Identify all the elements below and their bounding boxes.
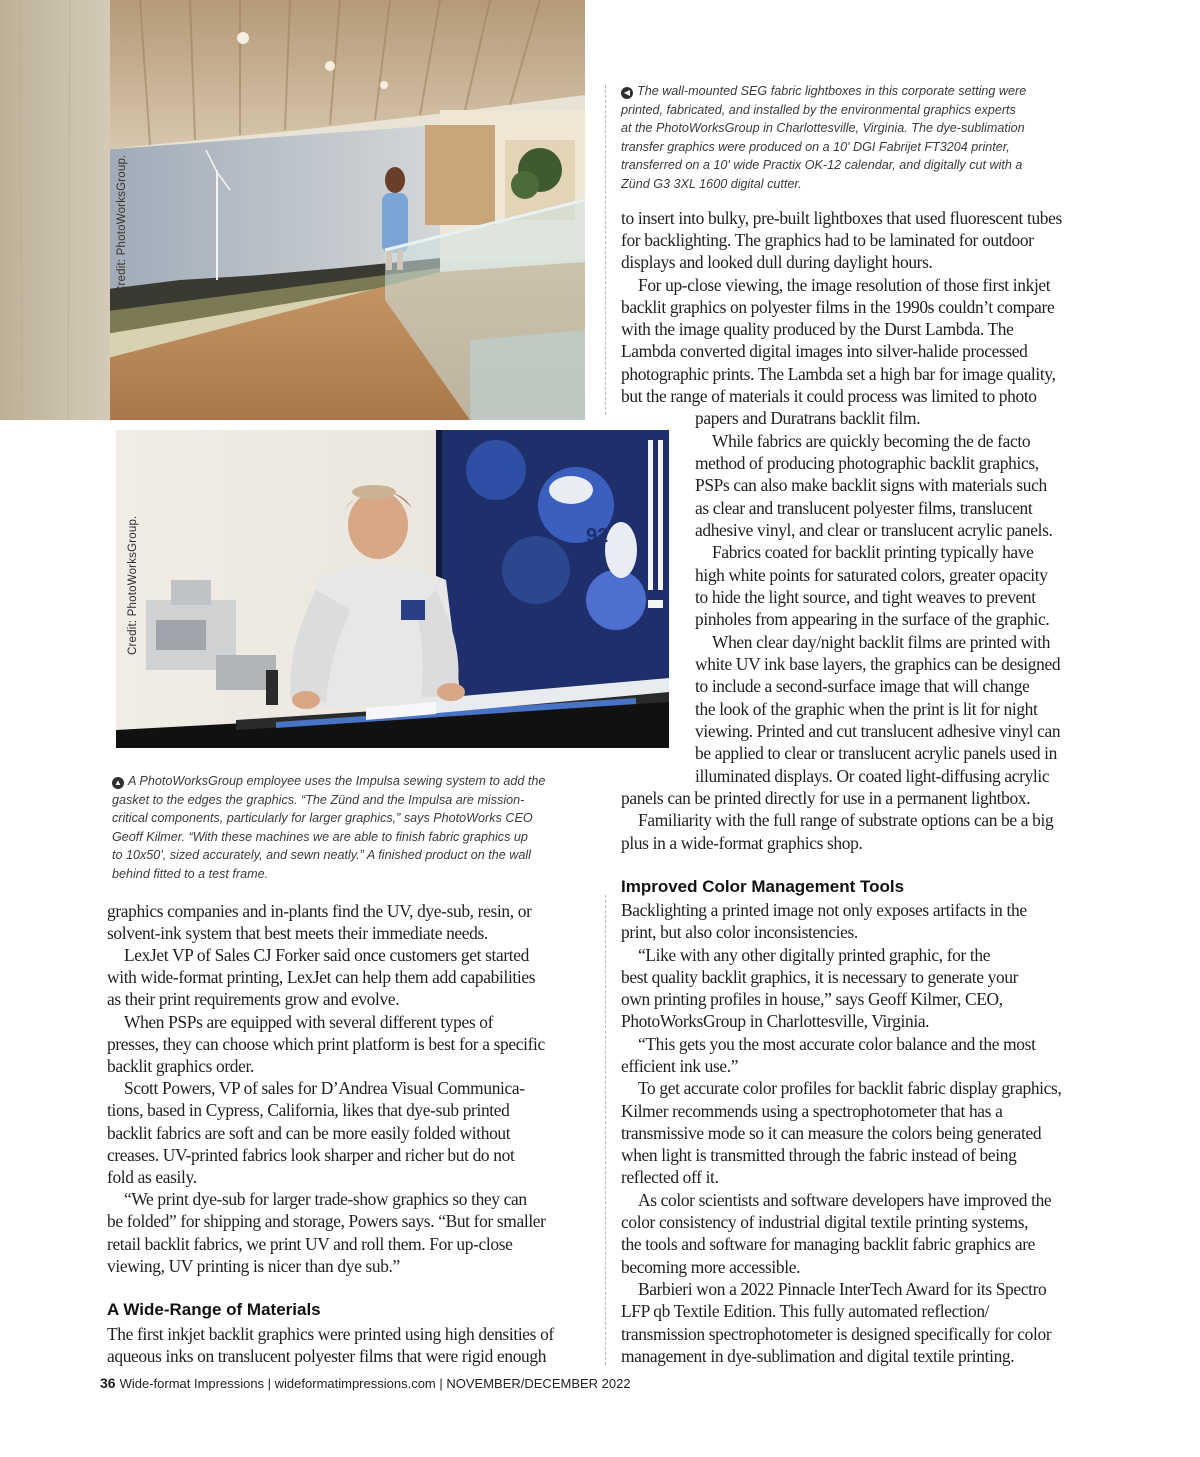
body-text-line: “Like with any other digitally printed graphic, for the [638,945,991,965]
body-text-line: reflected off it. [621,1167,719,1187]
page-number: 36 [100,1375,116,1391]
body-text-line: efficient ink use.” [621,1056,739,1076]
caption-top-line: at the PhotoWorksGroup in Charlottesville, Virginia. The dye-sublimation [621,121,1025,136]
body-text-line: illuminated displays. Or coated light-diffusing acrylic [695,766,1050,786]
caption-top [621,82,1091,194]
section-heading-materials: A Wide-Range of Materials [107,1300,321,1319]
photo-credit-top: Credit: PhotoWorksGroup. [116,154,128,294]
body-text-line: For up-close viewing, the image resolution of those first inkjet [638,275,1051,295]
body-text-line: be applied to clear or translucent acrylic panels used in [695,743,1058,763]
caption-middle-line: to 10x50', sized accurately, and sewn neatly.” A finished product on the wall [112,848,531,863]
footer-text: Wide-format Impressions | wideformatimpressions.com | NOVEMBER/DECEMBER 2022 [119,1376,631,1391]
body-text-line: pinholes from appearing in the surface of the graphic. [695,609,1050,629]
body-text-line: PSPs can also make backlit signs with materials such [695,475,1047,495]
body-text-line: management in dye-sublimation and digital textile printing. [621,1346,1015,1366]
body-text-line: Kilmer recommends using a spectrophotometer that has a [621,1101,1003,1121]
body-text-line: Scott Powers, VP of sales for D’Andrea Visual Communica- [124,1078,525,1098]
caption-middle-line: critical components, particularly for larger graphics,” says PhotoWorks CEO [112,811,533,826]
caption-top-line: Zünd G3 3XL 1600 digital cutter. [621,176,802,191]
arrow-up-icon: ▲ [112,777,124,789]
body-text-line: method of producing photographic backlit graphics, [695,453,1039,473]
body-text-line: high white points for saturated colors, greater opacity [695,565,1048,585]
body-text-line: Backlighting a printed image not only exposes artifacts in the [621,900,1027,920]
body-text-line: displays and looked dull during daylight hours. [621,252,933,272]
body-text-line: viewing. Printed and cut translucent adhesive vinyl can [695,721,1061,741]
body-text-line: as clear and translucent polyester films, translucent [695,498,1033,518]
column-divider [605,895,606,1365]
body-text-line: When PSPs are equipped with several different types of [124,1012,494,1032]
caption-top-line: ◀ The wall-mounted SEG fabric lightboxes in this corporate setting were [621,82,1091,101]
column-divider [605,85,606,415]
caption-top-line: transferred on a 10' wide Practix OK-12 calendar, and digitally cut with a [621,158,1023,173]
body-text-line: Lambda converted digital images into silver-halide processed [621,341,1028,361]
sewing-illustration [116,430,669,748]
body-text-line: presses, they can choose which print platform is best for a specific [107,1034,545,1054]
body-text-line: to hide the light source, and tight weaves to prevent [695,587,1036,607]
body-text-line: photographic prints. The Lambda set a high bar for image quality, [621,364,1056,384]
body-text-line: when light is transmitted through the fabric instead of being [621,1145,1017,1165]
caption-middle-line: gasket to the edges the graphics. “The Zünd and the Impulsa are mission- [112,792,525,807]
body-text-line: Familiarity with the full range of substrate options can be a big [638,810,1054,830]
body-text-line: “This gets you the most accurate color balance and the most [638,1034,1036,1054]
caption-middle-line: behind fitted to a test frame. [112,866,269,881]
body-text-line: As color scientists and software developers have improved the [638,1190,1052,1210]
body-text-line: LexJet VP of Sales CJ Forker said once customers get started [124,945,529,965]
body-text-line: be folded” for shipping and storage, Powers says. “But for smaller [107,1211,546,1231]
body-text-line: aqueous inks on translucent polyester films that were rigid enough [107,1346,547,1366]
body-text-line: While fabrics are quickly becoming the de facto [712,431,1031,451]
body-text-line: with wide-format printing, LexJet can help them add capabilities [107,967,536,987]
body-text-line: LFP qb Textile Edition. This fully automated reflection/ [621,1301,990,1321]
body-text-line: own printing profiles in house,” says Geoff Kilmer, CEO, [621,989,1003,1009]
body-text-line: adhesive vinyl, and clear or translucent acrylic panels. [695,520,1053,540]
body-text-line: backlit graphics on polyester films in the 1990s couldn’t compare [621,297,1055,317]
body-text-line: to include a second-surface image that will change [695,676,1030,696]
body-text-line: papers and Duratrans backlit film. [695,408,921,428]
photo-credit-middle: Credit: PhotoWorksGroup. [127,515,139,655]
body-text-line: viewing, UV printing is nicer than dye sub.” [107,1256,400,1276]
body-text-line: transmissive mode so it can measure the colors being generated [621,1123,1042,1143]
body-text-line: but the range of materials it could process was limited to photo [621,386,1037,406]
body-text-line: Barbieri won a 2022 Pinnacle InterTech Award for its Spectro [638,1279,1047,1299]
body-text-line: the look of the graphic when the print is lit for night [695,699,1038,719]
caption-middle-line: ▲ A PhotoWorksGroup employee uses the Impulsa sewing system to add the [112,772,587,791]
caption-middle [112,772,587,884]
body-text-line: plus in a wide-format graphics shop. [621,833,863,853]
body-text-line: print, but also color inconsistencies. [621,922,858,942]
body-text-line: PhotoWorksGroup in Charlottesville, Virginia. [621,1011,930,1031]
body-text-line: backlit graphics order. [107,1056,254,1076]
body-text-line: color consistency of industrial digital textile printing systems, [621,1212,1029,1232]
body-text-line: Fabrics coated for backlit printing typically have [712,542,1034,562]
body-text-line: as their print requirements grow and evolve. [107,989,400,1009]
body-text-line: tions, based in Cypress, California, likes that dye-sub printed [107,1100,510,1120]
body-text-line: When clear day/night backlit films are printed with [712,632,1051,652]
body-text-line: “We print dye-sub for larger trade-show graphics so they can [124,1189,527,1209]
body-text-line: the tools and software for managing backlit fabric graphics are [621,1234,1035,1254]
body-text-line: retail backlit fabrics, we print UV and roll them. For up-close [107,1234,513,1254]
body-text-line: to insert into bulky, pre-built lightboxes that used fluorescent tubes [621,208,1062,228]
body-text-line: creases. UV-printed fabrics look sharper and richer but do not [107,1145,515,1165]
body-text-line: solvent-ink system that best meets their immediate needs. [107,923,488,943]
page-footer [100,1375,631,1391]
body-text-line: with the image quality produced by the Durst Lambda. The [621,319,1014,339]
arrow-left-icon: ◀ [621,87,633,99]
body-text-line: best quality backlit graphics, it is necessary to generate your [621,967,1019,987]
section-heading-color-management: Improved Color Management Tools [621,877,905,896]
caption-middle-line: Geoff Kilmer. “With these machines we are able to finish fabric graphics up [112,829,528,844]
body-text-line: becoming more accessible. [621,1257,801,1277]
body-text-line: panels can be printed directly for use in a permanent lightbox. [621,788,1031,808]
body-text-line: for backlighting. The graphics had to be laminated for outdoor [621,230,1034,250]
body-text-line: graphics companies and in-plants find the UV, dye-sub, resin, or [107,901,532,921]
body-text-line: transmission spectrophotometer is designed specifically for color [621,1324,1052,1344]
caption-top-line: transfer graphics were produced on a 10' DGI Fabrijet FT3204 printer, [621,139,1010,154]
body-text-line: fold as easily. [107,1167,197,1187]
body-text-line: white UV ink base layers, the graphics can be designed [695,654,1061,674]
body-text-line: To get accurate color profiles for backlit fabric display graphics, [638,1078,1062,1098]
jersey-number: 92 [586,525,609,547]
photo-employee-sewing [116,430,669,748]
body-text-line: backlit fabrics are soft and can be more easily folded without [107,1123,511,1143]
photo-corporate-hallway [0,0,585,420]
body-text-line: The first inkjet backlit graphics were printed using high densities of [107,1324,554,1344]
caption-top-line: printed, fabricated, and installed by the environmental graphics experts [621,102,1016,117]
hallway-illustration [0,0,585,420]
